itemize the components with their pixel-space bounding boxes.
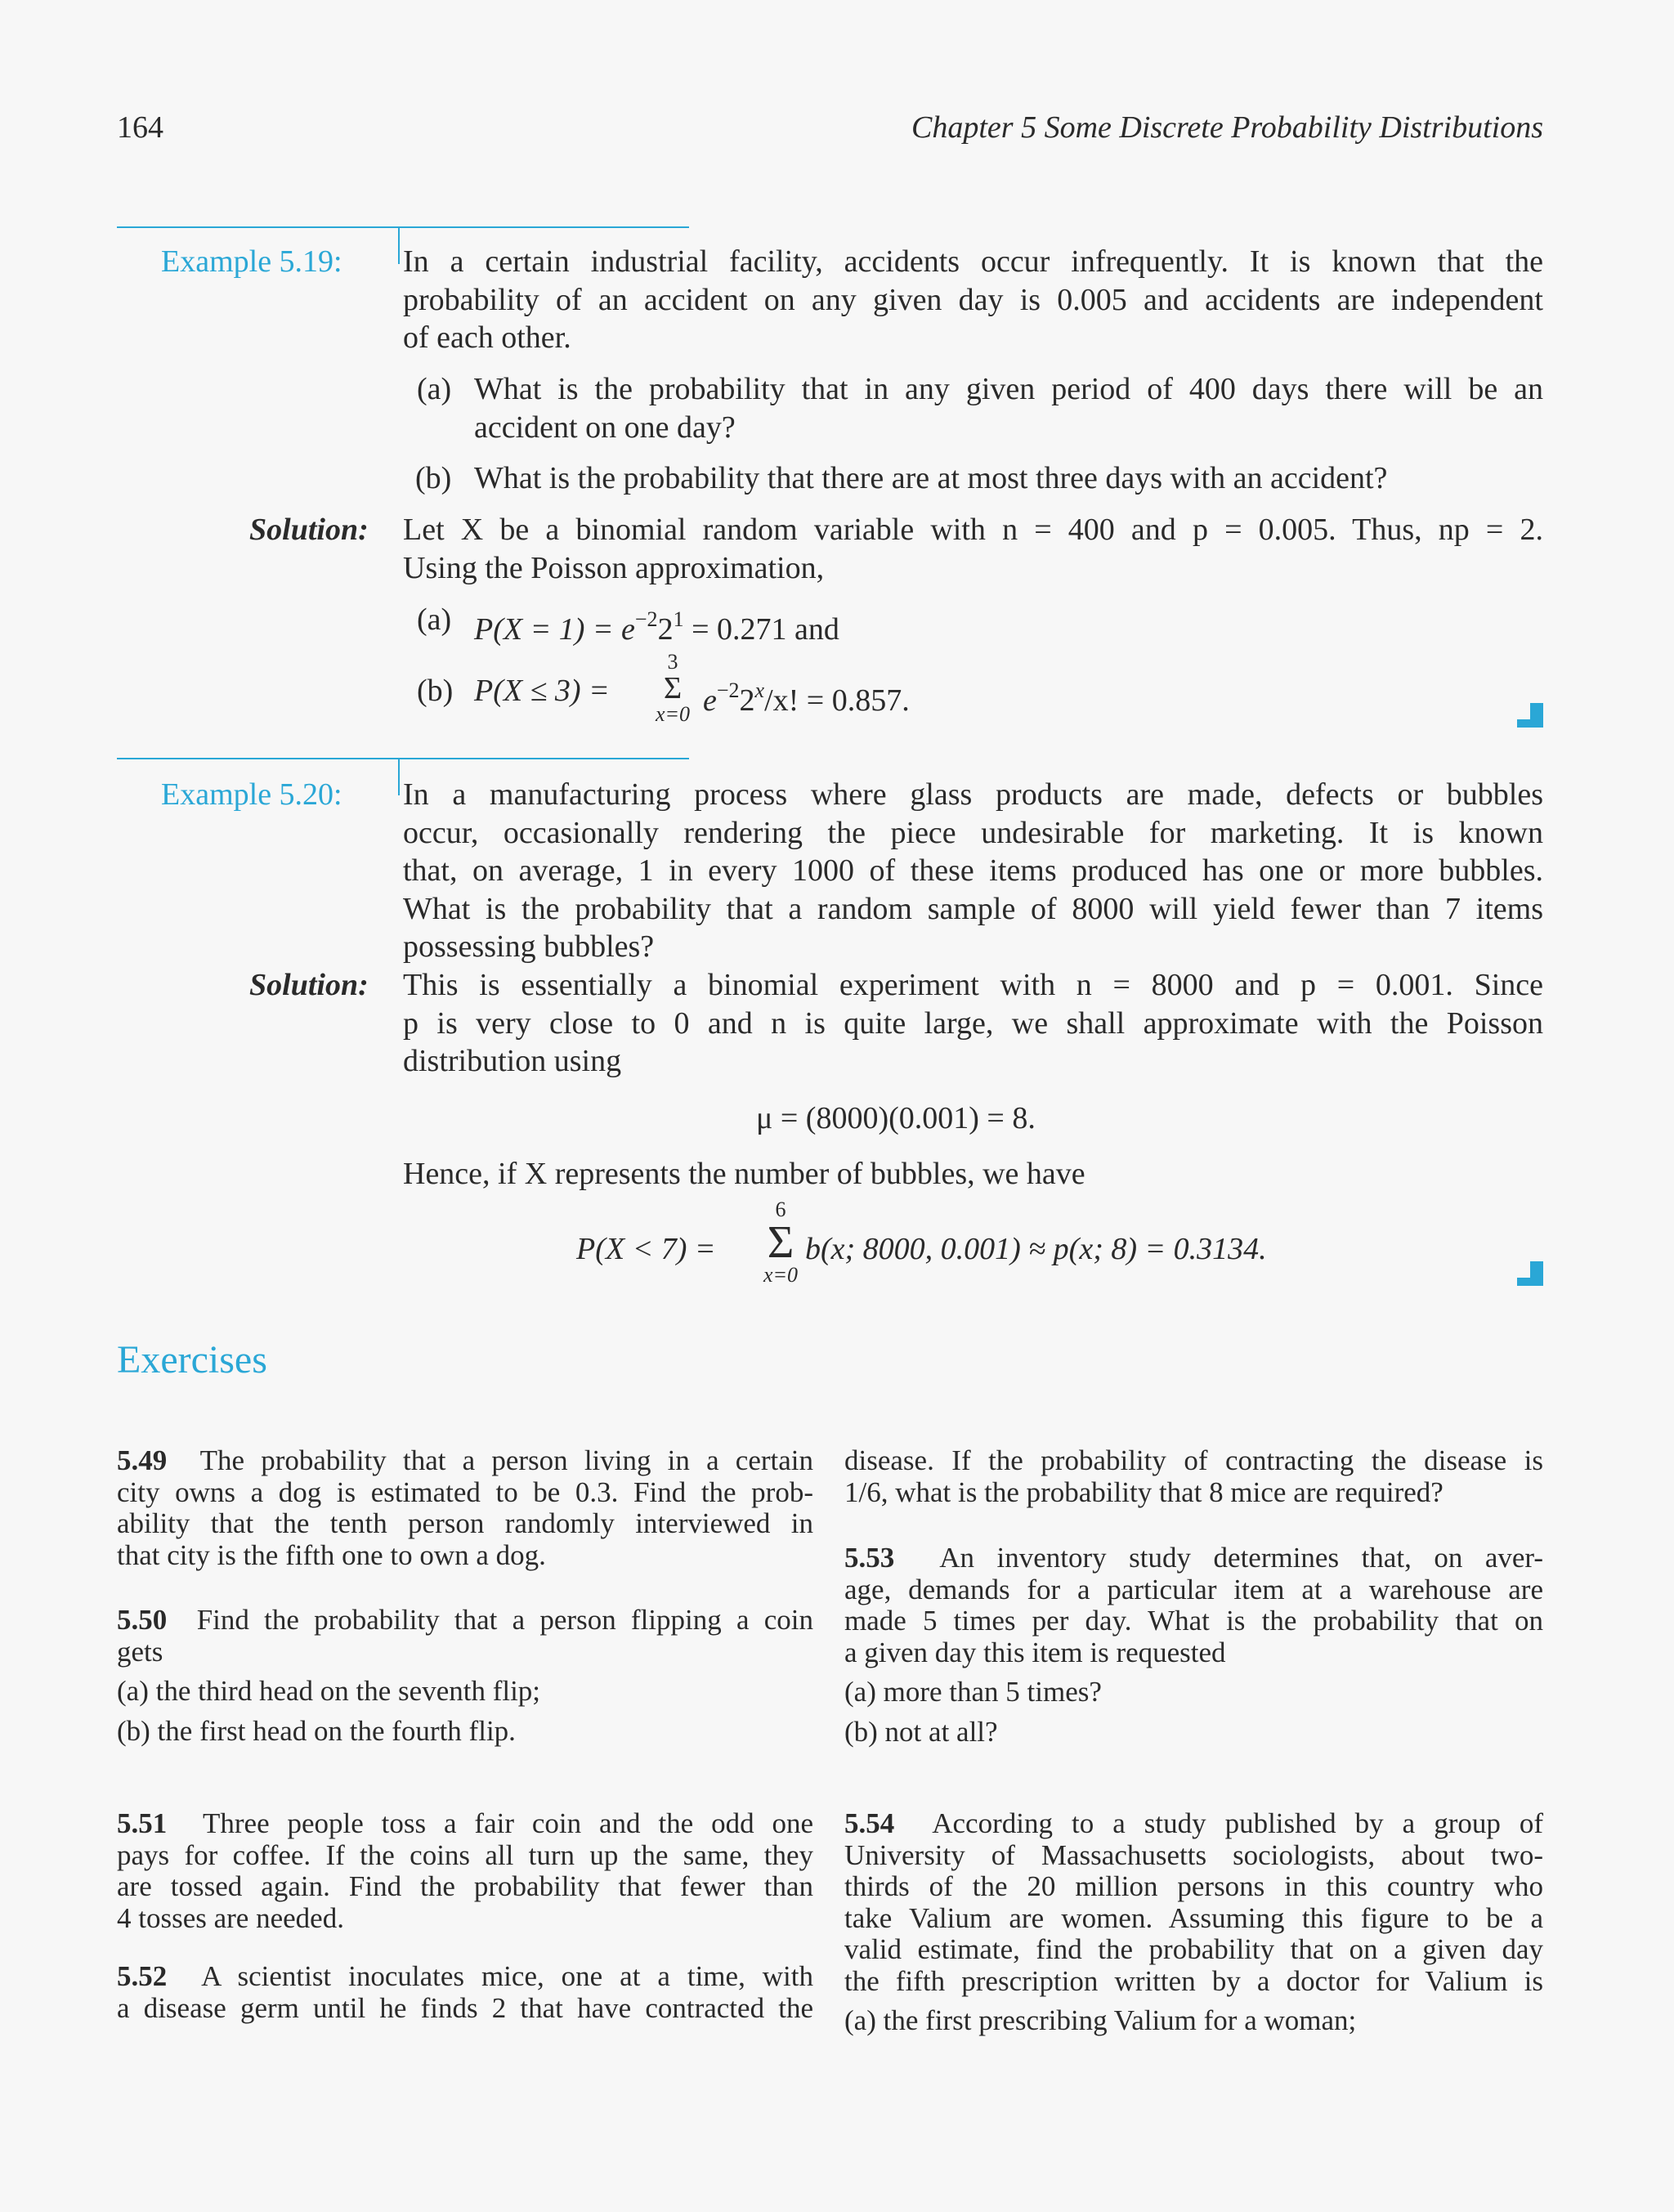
part-a-line: accident on one day? bbox=[474, 410, 736, 445]
example-519-line: In a certain industrial facility, accidents occur infrequently. It is known that the bbox=[403, 244, 1543, 279]
example-519-solution-line2: Using the Poisson approximation, bbox=[403, 551, 825, 585]
example-520-solution-line: distribution using bbox=[403, 1044, 622, 1078]
exercise-text: The probability that a person living in a certain bbox=[199, 1444, 814, 1476]
exercise-5-50 bbox=[117, 1605, 813, 1747]
exercise-text: Three people toss a fair coin and the odd one bbox=[203, 1807, 813, 1839]
page-number: 164 bbox=[117, 110, 163, 145]
exercise-line bbox=[117, 1605, 813, 1637]
exercise-5-49 bbox=[117, 1445, 813, 1571]
exercise-line bbox=[117, 1961, 813, 1993]
exercise-part: (a) the third head on the seventh flip; bbox=[117, 1675, 541, 1707]
exercise-line: a disease germ until he finds 2 that have contracted the bbox=[117, 1991, 813, 2024]
exercise-text: Find the probability that a person flipping a coin bbox=[196, 1604, 813, 1636]
example-519-line: probability of an accident on any given day is 0.005 and accidents are independent bbox=[403, 282, 1543, 317]
sum-sigma: Σ bbox=[663, 671, 683, 705]
ans-b-end: /x! = 0.857. bbox=[764, 683, 910, 718]
example-519-solution-label: Solution: bbox=[249, 513, 369, 547]
sum-top: 6 bbox=[775, 1198, 786, 1221]
ans-a-main: P(X = 1) = e bbox=[474, 612, 635, 647]
example-519-tick bbox=[398, 226, 400, 264]
exercise-part: (a) the first prescribing Valium for a woman; bbox=[844, 2004, 1357, 2036]
exercise-line: city owns a dog is estimated to be 0.3. Find the prob- bbox=[117, 1475, 813, 1508]
example-520-tick bbox=[398, 758, 400, 795]
sum-bottom: x=0 bbox=[763, 1263, 799, 1287]
example-520-solution bbox=[403, 966, 1543, 1081]
exercise-line: gets bbox=[117, 1635, 163, 1668]
ans-a-end: = 0.271 and bbox=[683, 612, 839, 647]
exercise-line: made 5 times per day. What is the probability that on bbox=[844, 1605, 1543, 1637]
exercise-line: take Valium are women. Assuming this figure to be a bbox=[844, 1901, 1543, 1934]
example-519-answer-b-label: (b) bbox=[417, 674, 454, 708]
exercise-line bbox=[117, 1808, 813, 1840]
exercise-number: 5.54 bbox=[844, 1807, 895, 1839]
example-519-answer-a bbox=[474, 601, 839, 649]
ans-b-exp1: −2 bbox=[716, 678, 740, 702]
exercise-line: thirds of the 20 million persons in this country who bbox=[844, 1870, 1543, 1902]
example-519-sum bbox=[646, 650, 700, 727]
exercise-line bbox=[844, 1808, 1543, 1840]
example-520-final-rhs: b(x; 8000, 0.001) ≈ p(x; 8) = 0.3134. bbox=[805, 1232, 1267, 1266]
exercise-text: An inventory study determines that, on aver- bbox=[939, 1542, 1544, 1574]
exercise-line: ability that the tenth person randomly interviewed in bbox=[117, 1507, 813, 1539]
example-519-answer-b-rhs bbox=[703, 672, 910, 720]
exercise-line: the fifth prescription written by a doctor for Valium is bbox=[844, 1964, 1543, 1997]
example-520-rule bbox=[117, 758, 689, 759]
example-519-label: Example 5.19: bbox=[161, 244, 342, 279]
example-519-line: of each other. bbox=[403, 320, 571, 355]
example-520-line: occur, occasionally rendering the piece undesirable for marketing. It is known bbox=[403, 815, 1543, 850]
exercise-5-51 bbox=[117, 1808, 813, 1934]
exercise-number: 5.50 bbox=[117, 1604, 168, 1636]
exercises-heading: Exercises bbox=[117, 1338, 267, 1381]
exercise-part: (b) not at all? bbox=[844, 1715, 998, 1748]
example-520-hence: Hence, if X represents the number of bubbles, we have bbox=[403, 1157, 1085, 1191]
ans-a-mid: 2 bbox=[657, 612, 674, 647]
example-519-part-b: What is the probability that there are at most three days with an accident? bbox=[474, 461, 1388, 495]
example-520-line: that, on average, 1 in every 1000 of these items produced has one or more bubbles. bbox=[403, 853, 1543, 888]
exercise-line bbox=[844, 1543, 1543, 1574]
exercise-number: 5.49 bbox=[117, 1444, 168, 1476]
example-520-solution-label: Solution: bbox=[249, 968, 369, 1002]
exercise-text: A scientist inoculates mice, one at a time, with bbox=[201, 1960, 813, 1992]
exercise-line: a given day this item is requested bbox=[844, 1636, 1226, 1668]
sum-top: 3 bbox=[667, 650, 678, 674]
exercise-number: 5.52 bbox=[117, 1960, 168, 1992]
ans-b-exp2: x bbox=[754, 678, 765, 702]
example-519-end-mark bbox=[1530, 703, 1543, 728]
example-519-part-a-label: (a) bbox=[417, 372, 452, 406]
ans-a-exp2: 1 bbox=[673, 607, 684, 631]
example-520-solution-line: This is essentially a binomial experiment with n = 8000 and p = 0.001. Since bbox=[403, 968, 1543, 1002]
example-519-body bbox=[403, 243, 1543, 357]
example-520-solution-line: p is very close to 0 and n is quite large, we shall approximate with the Poisson bbox=[403, 1005, 1543, 1041]
example-519-rule bbox=[117, 226, 689, 228]
example-520-end-mark bbox=[1530, 1261, 1543, 1286]
exercise-5-52-continued bbox=[844, 1445, 1543, 1508]
example-520-sum bbox=[752, 1198, 809, 1287]
ans-a-exp1: −2 bbox=[634, 607, 658, 631]
exercise-line: that city is the fifth one to own a dog. bbox=[117, 1538, 546, 1571]
exercise-line: pays for coffee. If the coins all turn up the same, they bbox=[117, 1838, 813, 1871]
example-520-final-lhs: P(X < 7) = bbox=[576, 1232, 716, 1266]
part-a-line: What is the probability that in any given period of 400 days there will be an bbox=[474, 372, 1543, 406]
example-520-body bbox=[403, 776, 1543, 966]
exercise-line: are tossed again. Find the probability that fewer than bbox=[117, 1870, 813, 1902]
ans-b-mid: 2 bbox=[739, 683, 755, 718]
example-519-answer-b-lhs: P(X ≤ 3) = bbox=[474, 674, 610, 708]
example-519-part-a bbox=[474, 370, 1543, 446]
exercise-text: According to a study published by a group of bbox=[932, 1807, 1544, 1839]
running-title: Chapter 5 Some Discrete Probability Distributions bbox=[911, 110, 1543, 145]
exercise-line: valid estimate, find the probability that on a given day bbox=[844, 1933, 1543, 1965]
exercise-line: disease. If the probability of contracting the disease is bbox=[844, 1444, 1543, 1476]
example-520-line: What is the probability that a random sample of 8000 will yield fewer than 7 items bbox=[403, 891, 1543, 926]
example-519-answer-a-label: (a) bbox=[417, 602, 452, 637]
example-519-part-b-label: (b) bbox=[415, 461, 452, 495]
example-520-label: Example 5.20: bbox=[161, 777, 342, 812]
exercise-5-52 bbox=[117, 1961, 813, 2024]
sum-sigma: Σ bbox=[767, 1217, 794, 1268]
exercise-line: 1/6, what is the probability that 8 mice are required? bbox=[844, 1475, 1443, 1508]
exercise-number: 5.53 bbox=[844, 1542, 895, 1574]
exercise-part: (b) the first head on the fourth flip. bbox=[117, 1714, 516, 1747]
exercise-line bbox=[117, 1445, 813, 1477]
example-520-mu-equation: μ = (8000)(0.001) = 8. bbox=[756, 1101, 1036, 1135]
exercise-5-53 bbox=[844, 1543, 1543, 1748]
exercise-line: age, demands for a particular item at a warehouse are bbox=[844, 1573, 1543, 1605]
sum-bottom: x=0 bbox=[655, 702, 691, 726]
exercise-5-54 bbox=[844, 1808, 1543, 2037]
exercise-part: (a) more than 5 times? bbox=[844, 1676, 1102, 1708]
example-519-solution-line1: Let X be a binomial random variable with n = 400 and p = 0.005. Thus, np = 2. bbox=[403, 513, 1543, 547]
ans-b-e: e bbox=[703, 683, 717, 718]
exercise-line: 4 tosses are needed. bbox=[117, 1901, 344, 1934]
example-520-line: In a manufacturing process where glass products are made, defects or bubbles bbox=[403, 777, 1543, 812]
exercise-line: University of Massachusetts sociologists, about two- bbox=[844, 1838, 1543, 1871]
exercise-number: 5.51 bbox=[117, 1807, 168, 1839]
example-520-line: possessing bubbles? bbox=[403, 929, 655, 964]
